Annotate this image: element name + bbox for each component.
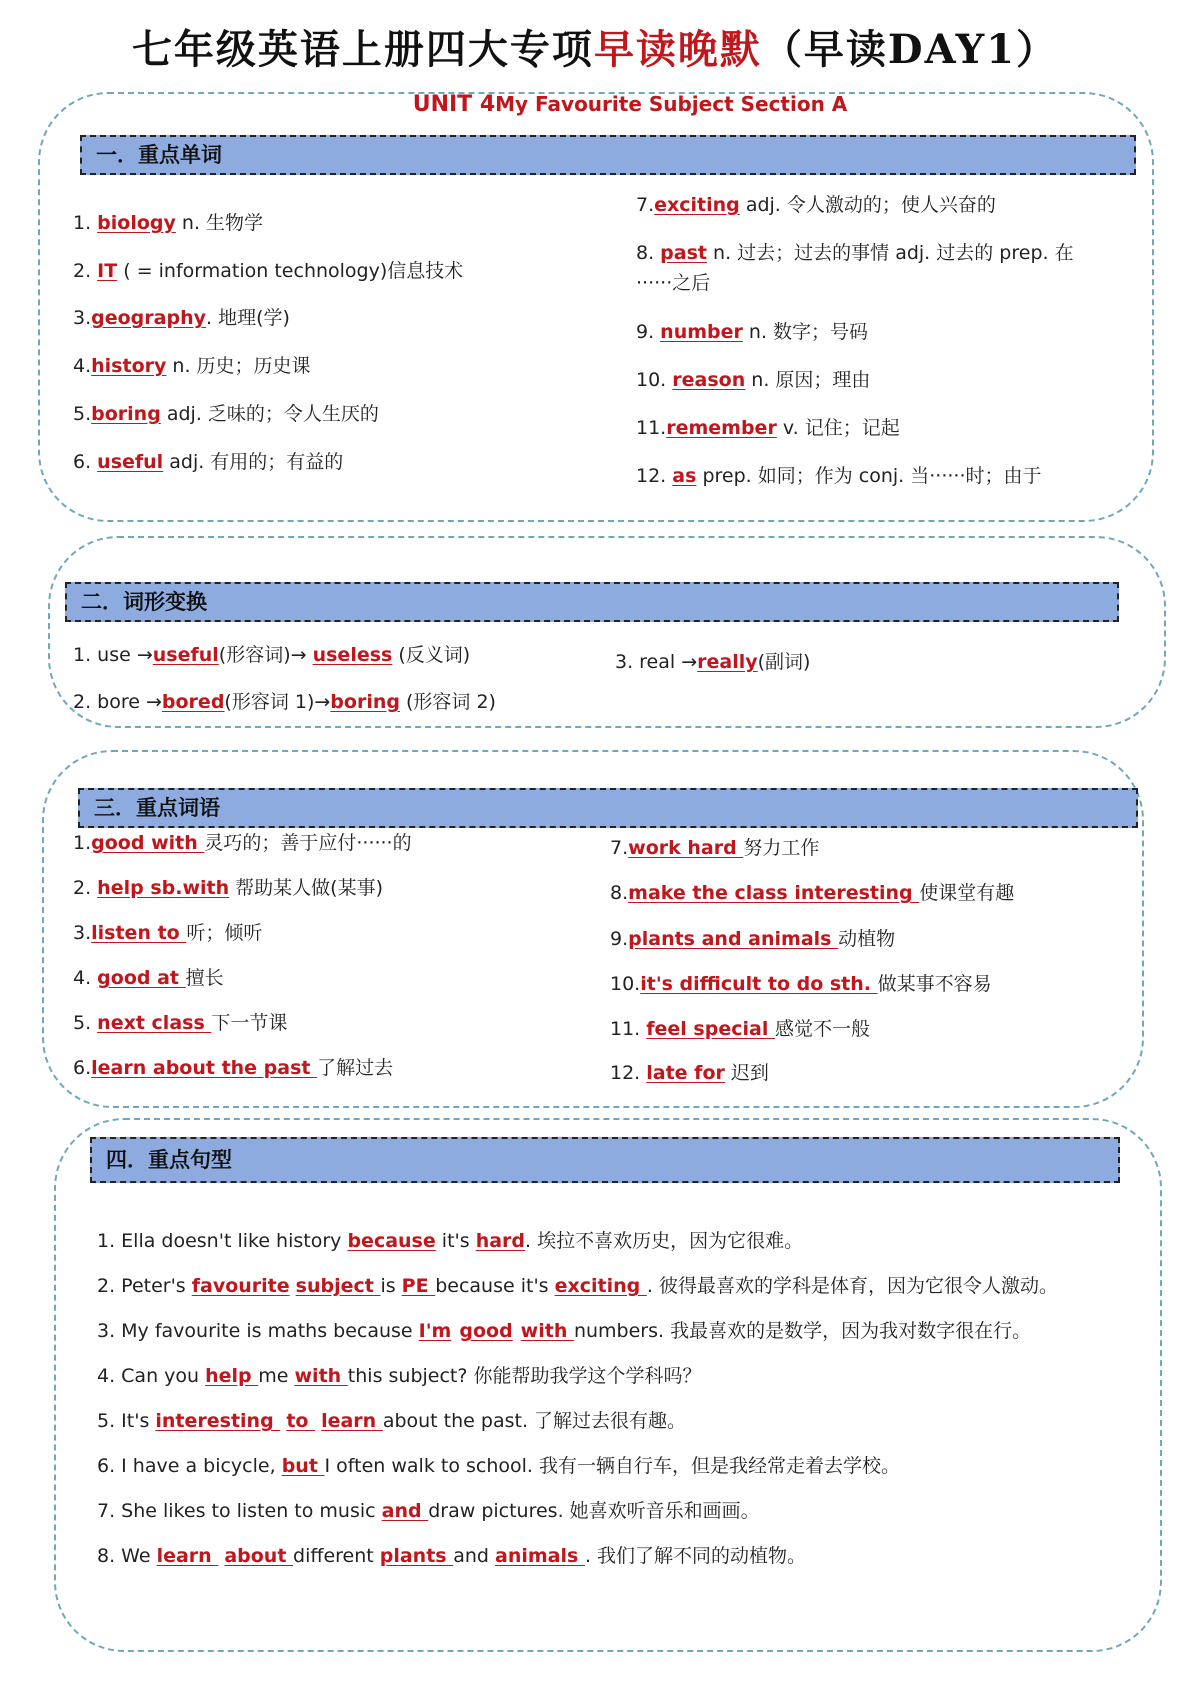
section-3-header: 三．重点词语 <box>78 788 1138 828</box>
word-form-item-3: 3. real →really(副词) <box>615 651 811 673</box>
sentence-2: 2. Peter's favourite subject is PE because it's exciting . 彼得最喜欢的学科是体育，因为它很令人激动。 <box>97 1275 1058 1297</box>
word-form-item-2: 2. bore →bored(形容词 1)→boring (形容词 2) <box>73 691 496 713</box>
phrase-item-5: 5. next class 下一节课 <box>73 1012 288 1034</box>
title-suffix: （早读DAY1） <box>761 26 1059 73</box>
sentence-7: 7. She likes to listen to music and draw pictures. 她喜欢听音乐和画画。 <box>97 1500 760 1522</box>
phrase-item-12: 12. late for 迟到 <box>610 1062 769 1084</box>
word-item-6: 6. useful adj. 有用的；有益的 <box>73 451 344 473</box>
phrase-item-1: 1.good with 灵巧的；善于应付······的 <box>73 832 412 854</box>
sentence-4: 4. Can you help me with this subject? 你能帮助我学这个学科吗？ <box>97 1365 702 1387</box>
phrase-item-8: 8.make the class interesting 使课堂有趣 <box>610 882 1015 904</box>
word-item-7: 7.exciting adj. 令人激动的；使人兴奋的 <box>636 194 996 216</box>
word-form-item-1: 1. use →useful(形容词)→ useless (反义词) <box>73 644 471 666</box>
word-item-2: 2. IT ( = information technology)信息技术 <box>73 260 464 282</box>
title-highlight: 早读晚默 <box>593 26 762 73</box>
phrase-item-9: 9.plants and animals 动植物 <box>610 928 896 950</box>
phrase-item-11: 11. feel special 感觉不一般 <box>610 1018 870 1040</box>
phrase-item-2: 2. help sb.with 帮助某人做(某事) <box>73 877 383 899</box>
sentence-1: 1. Ella doesn't like history because it's hard. 埃拉不喜欢历史，因为它很难。 <box>97 1230 804 1252</box>
word-item-5: 5.boring adj. 乏味的；令人生厌的 <box>73 403 379 425</box>
page-title <box>0 18 1190 75</box>
sentence-5: 5. It's interesting to learn about the past. 了解过去很有趣。 <box>97 1410 687 1432</box>
sentence-3: 3. My favourite is maths because I'm good with numbers. 我最喜欢的是数学，因为我对数字很在行。 <box>97 1320 1032 1342</box>
phrase-item-10: 10.it's difficult to do sth. 做某事不容易 <box>610 973 992 995</box>
phrase-item-7: 7.work hard 努力工作 <box>610 837 820 859</box>
unit-name: My Favourite Subject Section A <box>495 92 848 116</box>
word-item-4: 4.history n. 历史；历史课 <box>73 355 311 377</box>
word-item-9: 9. number n. 数字；号码 <box>636 321 869 343</box>
word-item-3: 3.geography. 地理(学) <box>73 307 290 329</box>
phrase-item-3: 3.listen to 听；倾听 <box>73 922 263 944</box>
word-item-10: 10. reason n. 原因；理由 <box>636 369 871 391</box>
word-item-12: 12. as prep. 如同；作为 conj. 当······时；由于 <box>636 465 1042 487</box>
section-2-header: 二．词形变换 <box>65 582 1119 622</box>
phrase-item-6: 6.learn about the past 了解过去 <box>73 1057 394 1079</box>
sentence-6: 6. I have a bicycle, but I often walk to school. 我有一辆自行车，但是我经常走着去学校。 <box>97 1455 900 1477</box>
phrase-item-4: 4. good at 擅长 <box>73 967 224 989</box>
word-item-11: 11.remember v. 记住；记起 <box>636 417 900 439</box>
title-main: 七年级英语上册四大专项 <box>131 26 594 73</box>
sentence-8: 8. We learn about different plants and animals . 我们了解不同的动植物。 <box>97 1545 807 1567</box>
section-1-header: 一．重点单词 <box>80 135 1136 175</box>
unit-number: UNIT 4 <box>412 92 496 117</box>
word-item-8: 8. past n. 过去；过去的事情 adj. 过去的 prep. 在······之后 <box>636 242 1074 294</box>
section-4-header: 四．重点句型 <box>90 1137 1120 1183</box>
word-item-1: 1. biology n. 生物学 <box>73 212 264 234</box>
